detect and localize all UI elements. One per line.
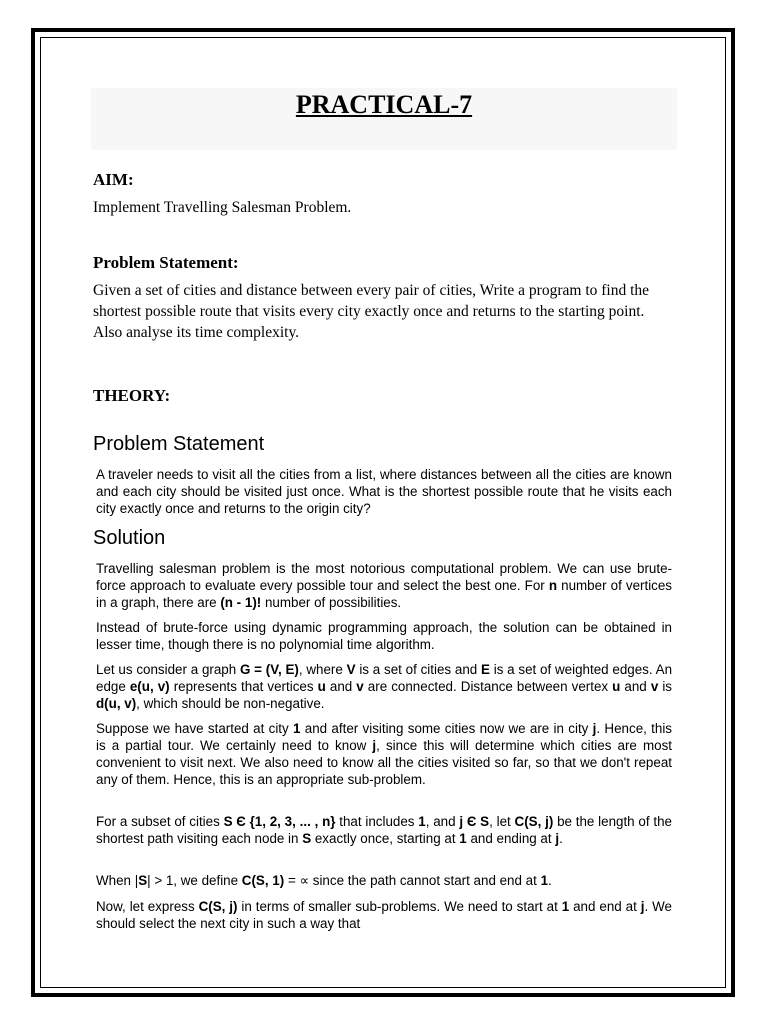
solution-paragraph-4: Suppose we have started at city 1 and after visiting some cities now we are in city j. Hence, this is a partial tour. We certainly need to know j, since this will determine which cities are most convenient to visit next. We also need to know all the cities visited so far, so that we don't repeat any of them. Hence, this is an appropriate sub-problem. xyxy=(96,721,672,787)
theory-problem-heading: Problem Statement xyxy=(93,433,265,455)
aim-text: Implement Travelling Salesman Problem. xyxy=(93,199,352,216)
page-title: PRACTICAL-7 xyxy=(295,90,473,119)
aim-heading: AIM: xyxy=(93,170,134,189)
solution-heading: Solution xyxy=(93,527,166,549)
theory-problem-text: A traveler needs to visit all the cities from a list, where distances between all the cities are known and each city should be visited just once. What is the shortest possible route that he visits each city exactly once and returns to the origin city? xyxy=(96,467,672,516)
solution-paragraph-6: When |S| > 1, we define C(S, 1) = ∝ since the path cannot start and end at 1. xyxy=(96,873,552,888)
solution-paragraph-2: Instead of brute-force using dynamic programming approach, the solution can be obtained in lesser time, though there is no polynomial time algorithm. xyxy=(96,620,672,652)
solution-paragraph-7: Now, let express C(S, j) in terms of smaller sub-problems. We need to start at 1 and end at j. We should select the next city in such a way that xyxy=(96,899,672,931)
solution-paragraph-3: Let us consider a graph G = (V, E), where V is a set of cities and E is a set of weighted edges. An edge e(u, v) represents that vertices u and v are connected. Distance between vertex u and v is d(u, v), which should be non-negative. xyxy=(96,662,673,711)
solution-paragraph-5: For a subset of cities S Є {1, 2, 3, ... , n} that includes 1, and j Є S, let C(S, j) be the length of the shortest path visiting each node in S exactly once, starting at 1 and ending at j. xyxy=(96,814,672,846)
problem-statement-heading: Problem Statement: xyxy=(93,253,239,272)
solution-paragraph-1: Travelling salesman problem is the most notorious computational problem. We can use brute-force approach to evaluate every possible tour and select the best one. For n number of vertices in a graph, there are (n - 1)! number of possibilities. xyxy=(96,561,673,610)
problem-statement-text: Given a set of cities and distance between every pair of cities, Write a program to find the shortest possible route that visits every city exactly once and returns to the starting point. Also analyse its time complexity. xyxy=(93,282,650,341)
theory-heading: THEORY: xyxy=(93,386,171,405)
